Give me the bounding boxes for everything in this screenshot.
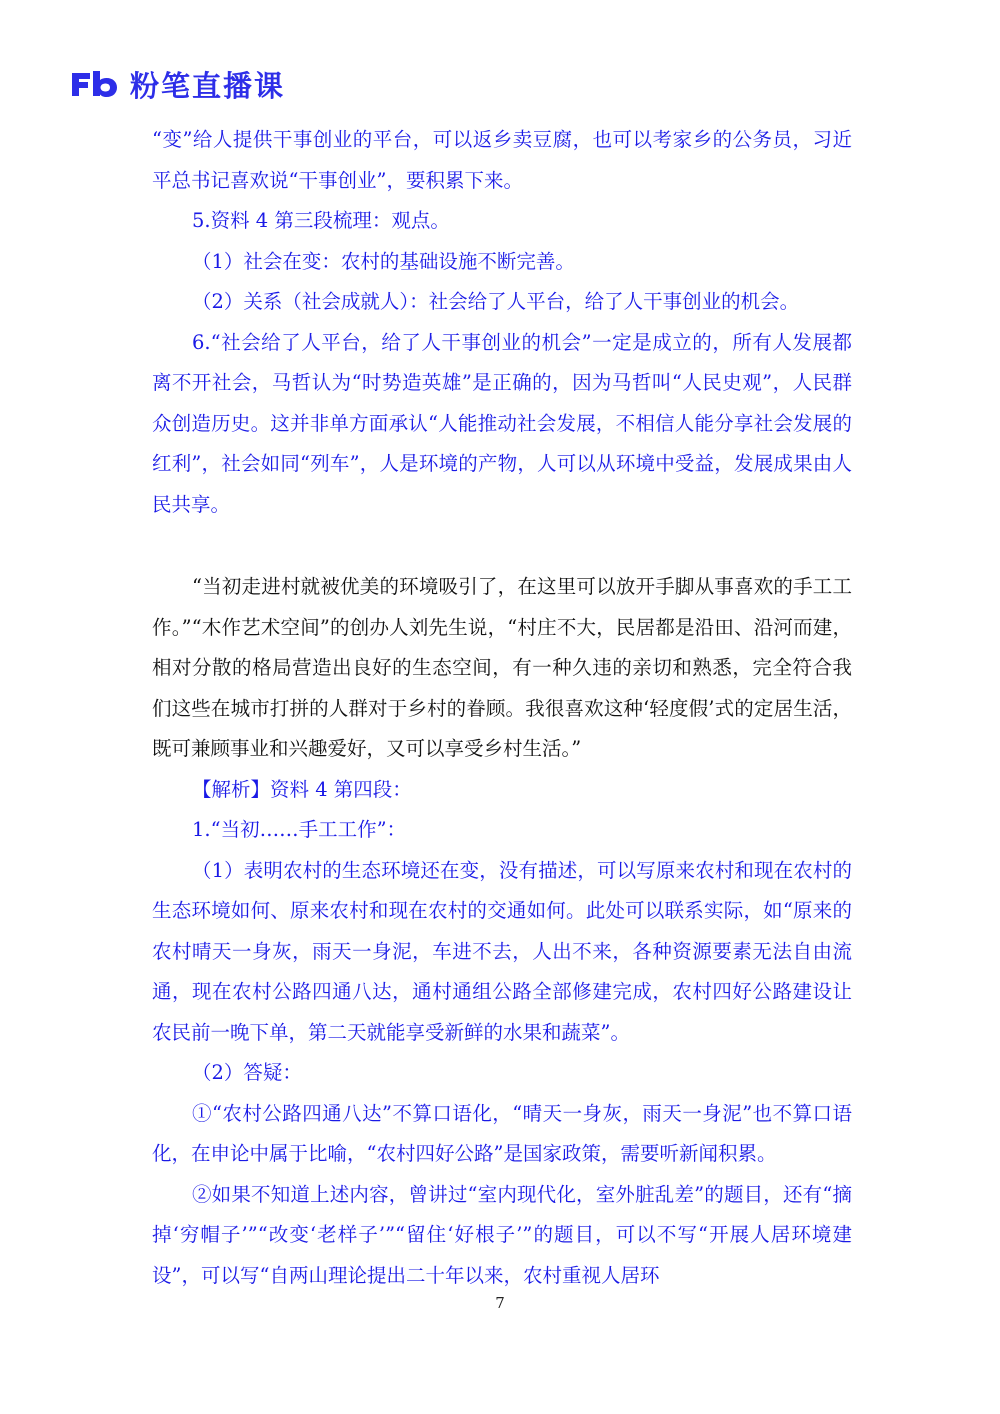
- analysis-paragraph: 5.资料 4 第三段梳理：观点。: [192, 209, 450, 232]
- paragraph-gap: [152, 525, 852, 567]
- analysis-paragraph: 【解析】资料 4 第四段：: [192, 777, 412, 801]
- analysis-paragraph: （2）答疑：: [192, 1061, 302, 1084]
- analysis-paragraph: 1.“当初……手工工作”：: [192, 818, 407, 841]
- page-number: 7: [495, 1294, 505, 1312]
- analysis-paragraph: ②如果不知道上述内容，曾讲过“室内现代化，室外脏乱差”的题目，还有“摘掉‘穷帽子’”“改变‘老样子’”“留住‘好根子’”的题目，可以不写“开展人居环境建设”，可以写“自两山理论提出二十年以来，农村重视人居环: [152, 1182, 852, 1287]
- page-header: [70, 62, 285, 106]
- analysis-paragraph: （2）关系（社会成就人）：社会给了人平台，给了人干事创业的机会。: [192, 290, 800, 313]
- analysis-paragraph: ①“农村公路四通八达”不算口语化，“晴天一身灰，雨天一身泥”也不算口语化，在申论中属于比喻，“农村四好公路”是国家政策，需要听新闻积累。: [152, 1101, 852, 1165]
- fenbi-logo-icon: [70, 69, 120, 99]
- analysis-paragraph: 6.“社会给了人平台，给了人干事创业的机会”一定是成立的，所有人发展都离不开社会，马哲认为“时势造英雄”是正确的，因为马哲叫“人民史观”，人民群众创造历史。这并非单方面承认“人能推动社会发展，不相信人能分享社会发展的红利”，社会如同“列车”，人是环境的产物，人可以从环境中受益，发展成果由人民共享。: [152, 330, 852, 516]
- analysis-paragraph: “变”给人提供干事创业的平台，可以返乡卖豆腐，也可以考家乡的公务员，习近平总书记喜欢说“干事创业”，要积累下来。: [152, 128, 852, 192]
- document-body: [152, 120, 852, 1296]
- analysis-paragraph: （1）表明农村的生态环境还在变，没有描述，可以写原来农村和现在农村的生态环境如何、原来农村和现在农村的交通如何。此处可以联系实际，如“原来的农村晴天一身灰，雨天一身泥，车进不去，人出不来，各种资源要素无法自由流通，现在农村公路四通八达，通村通组公路全部修建完成，农村四好公路建设让农民前一晚下单，第二天就能享受新鲜的水果和蔬菜”。: [152, 858, 852, 1044]
- brand-title: 粉笔直播课: [130, 68, 286, 103]
- material-paragraph: “当初走进村就被优美的环境吸引了，在这里可以放开手脚从事喜欢的手工工作。”“木作艺术空间”的创办人刘先生说，“村庄不大，民居都是沿田、沿河而建，相对分散的格局营造出良好的生态空间，有一种久违的亲切和熟悉，完全符合我们这些在城市打拼的人群对于乡村的眷顾。我很喜欢这种‘轻度假’式的定居生活，既可兼顾事业和兴趣爱好，又可以享受乡村生活。”: [152, 575, 852, 760]
- analysis-paragraph: （1）社会在变：农村的基础设施不断完善。: [192, 249, 575, 273]
